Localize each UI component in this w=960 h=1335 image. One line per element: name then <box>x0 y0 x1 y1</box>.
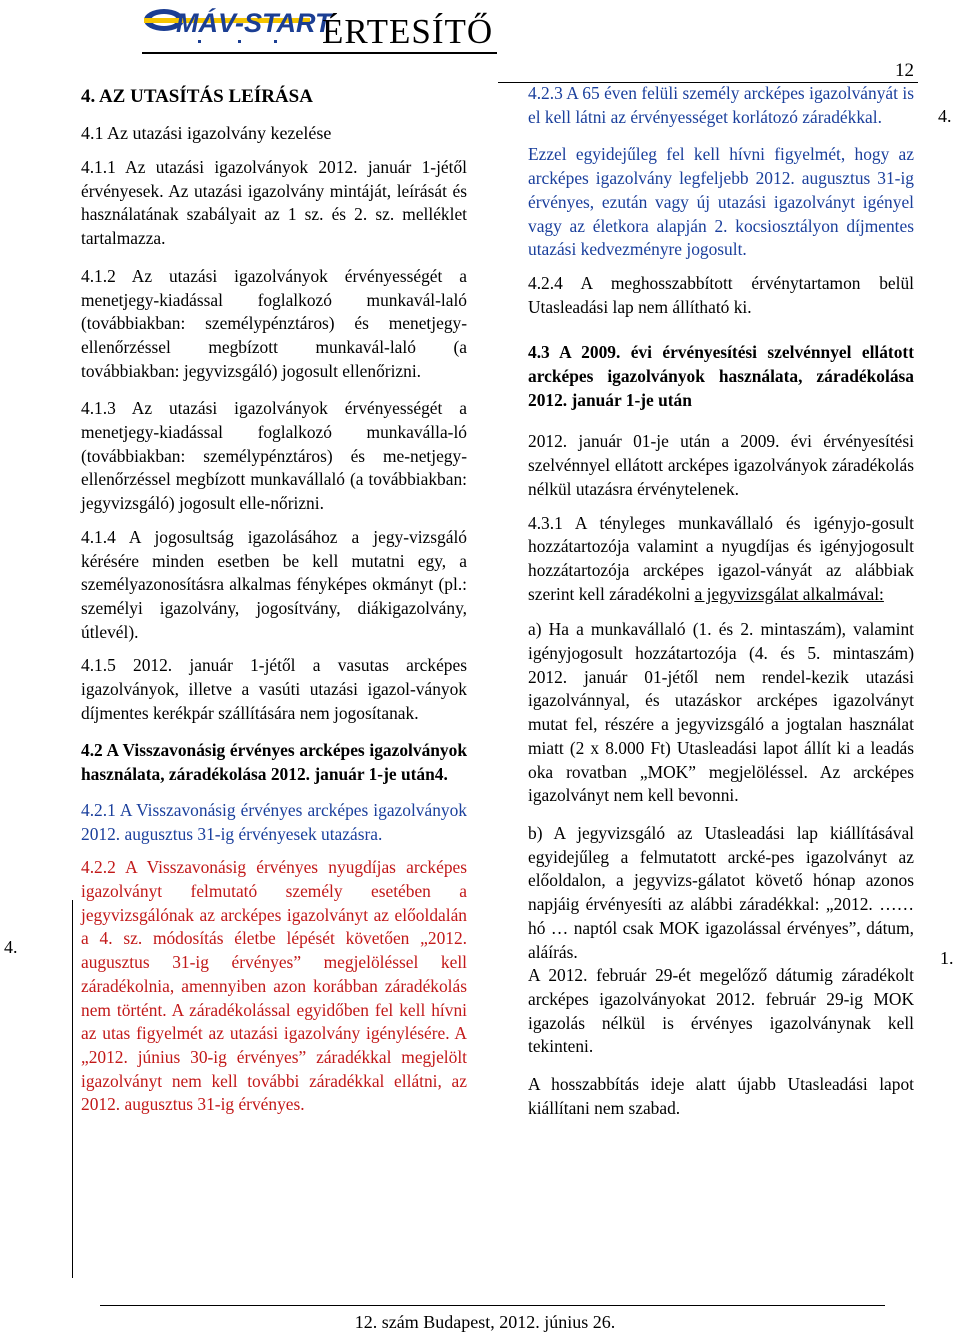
change-marker-left: 4. <box>4 937 18 957</box>
paragraph-last: A hosszabbítás ideje alatt újabb Utasleadási lapot kiállítani nem szabad. <box>528 1074 914 1118</box>
paragraph-4-1-1: 4.1.1 Az utazási igazolványok 2012. január 1-jétől érvényesek. Az utazási igazolvány mintáját, leírását és használatának szabályait az 1 sz. és 2. sz. melléklet tartalmazza. <box>81 157 467 249</box>
heading-4-2: 4.2 A Visszavonásig érvényes arcképes igazolványok használata, záradékolása 2012. január 1-je után4. <box>81 740 467 785</box>
paragraph-b: b) A jegyvizsgáló az Utasleadási lap kiállításával egyidejűleg a felmutatott arcké-pes igazolványt az előoldalon, a jegyvizs-gálatot követő hónap azonos napjáig érvényesíti az alábbi záradékkal: „2012. …… hó … naptól csak MOK igazolással érvényes”, dátum, aláírás. <box>528 822 914 962</box>
paragraph-a: a) Ha a munkavállaló (1. és 2. mintaszám), valamint igényjogosult hozzátartozója (4. és 5. mintaszám) 2012. január 01-jétől nem rendel-kezik utazási igazolvánnyal, és utazáskor arcképes igazolványt mutat fel, részére a jegyvizsgáló a jogtalan használat miatt (2 x 8.000 Ft) Utasleadási lapot állít ki a leadás oka rovatban „MOK” megjelöléssel. Az arcképes igazolványt nem kell bevonni. <box>528 619 914 806</box>
paragraph-4-2-4: 4.2.4 A meghosszabbított érvénytartamon belül Utasleadási lap nem állítható ki. <box>528 272 914 317</box>
page-number: 12 <box>895 60 914 81</box>
paragraph-4-3-1-text: 4.3.1 A tényleges munkavállaló és igényjo-gosult hozzátartozója valamint a nyugdíjas és igényjogosult hozzátartozója arcképes igazol-ványát az alábbiak szerint kell záradékolni <box>528 512 914 604</box>
paragraph-4-1-2: 4.1.2 Az utazási igazolványok érvényességét a menetjegy-kiadással foglalkozó munkavál-laló (továbbiakban: személypénztáros) és menetjegy-ellenőrzéssel megbízott munkavál-laló (a továbbiakban: jegyvizsgáló) jogosult ellenőrizni. <box>81 265 467 381</box>
subsection-title: 4.1 Az utazási igazolvány kezelése <box>81 123 332 143</box>
paragraph-4-3: 2012. január 01-je után a 2009. évi érvényesítési szelvénnyel ellátott arcképes igazolványok záradékolás nélkül utazásra érvénytelenek. <box>528 431 914 499</box>
bulletin-title: ÉRTESÍTŐ <box>322 12 494 51</box>
change-marker-right-mid: 1. <box>940 948 954 968</box>
left-column <box>81 82 467 1117</box>
section-title: 4. AZ UTASÍTÁS LEÍRÁSA <box>81 86 313 107</box>
header-divider <box>142 52 497 54</box>
paragraph-4-3-1 <box>528 512 914 607</box>
heading-4-3: 4.3 A 2009. évi érvényesítési szelvénnyel ellátott arcképes igazolványok használata, záradékolása 2012. január 1-je után <box>528 342 914 410</box>
paragraph-4-2-3-note: Ezzel egyidejűleg fel kell hívni figyelmét, hogy az arcképes igazolvány legfeljebb 2012. augusztus 31-ig érvényes, ezután vagy új utazási igazolványt igényel vagy az életkora alapján 2. kocsiosztályon díjmentes utazási kedvezményre jogosult. <box>528 144 914 260</box>
revision-bar <box>72 900 73 1278</box>
right-column <box>528 82 914 1120</box>
change-marker-right-top: 4. <box>938 106 952 126</box>
paragraph-4-1-5: 4.1.5 2012. január 1-jétől a vasutas arcképes igazolványok, illetve a vasúti utazási igazol-ványok díjmentes kerékpár szállítására nem jogosítanak. <box>81 655 467 723</box>
paragraph-4-3-1-underlined: a jegyvizsgálat alkalmával: <box>694 583 884 604</box>
paragraph-4-2-1: 4.2.1 A Visszavonásig érvényes arcképes igazolványok 2012. augusztus 31-ig érvényesek utazásra. <box>81 799 467 844</box>
paragraph-4-2-2: 4.2.2 A Visszavonásig érvényes nyugdíjas arcképes igazolványt felmutató személy esetében a jegyvizsgálónak az arcképes igazolványt az előoldalán a 4. sz. módosítás életbe lépését követően „2012. augusztus 31-ig érvényes” megjelöléssel kell záradékolnia, amennyiben azon korábban záradékolás nem történt. A záradékolással egyidőben fel kell hívni az utas figyelmét az utazási igazolvány igénylésére. A „2012. június 30-ig érvényes” záradékkal megjelölt igazolványt nem kell további záradékkal ellátni, az 2012. augusztus 31-ig érvényes. <box>81 857 467 1115</box>
footer-rule <box>100 1305 885 1306</box>
footer-text: 12. szám Budapest, 2012. június 26. <box>354 1312 616 1332</box>
mav-start-logo <box>142 4 332 50</box>
logo-wordmark: MÁV-START <box>176 8 332 38</box>
paragraph-4-1-4: 4.1.4 A jogosultság igazolásához a jegy-vizsgáló kérésére minden esetben be kell mutatni egy, a személyazonosításra alkalmas fényképes okmányt (pl.: személyi igazolvány, jogosítvány, diákigazolvány, útlevél). <box>81 526 467 642</box>
paragraph-4-2-3: 4.2.3 A 65 éven felüli személy arcképes igazolványát is el kell látni az érvényességet korlátozó záradékkal. <box>528 83 914 127</box>
paragraph-b-continued: A 2012. február 29-ét megelőző dátumig záradékolt arcképes igazolványokat 2012. február 29-ig MOK igazolás nélkül is érvényes igazolványnak kell tekinteni. <box>528 965 914 1057</box>
paragraph-4-1-3: 4.1.3 Az utazási igazolványok érvényességét a menetjegy-kiadással foglalkozó munkaválla-ló (továbbiakban: személypénztáros) és me-netjegy-ellenőrzéssel megbízott munkavállaló (a továbbiakban: jegyvizsgáló) jogosult elle-nőrizni. <box>81 398 467 514</box>
